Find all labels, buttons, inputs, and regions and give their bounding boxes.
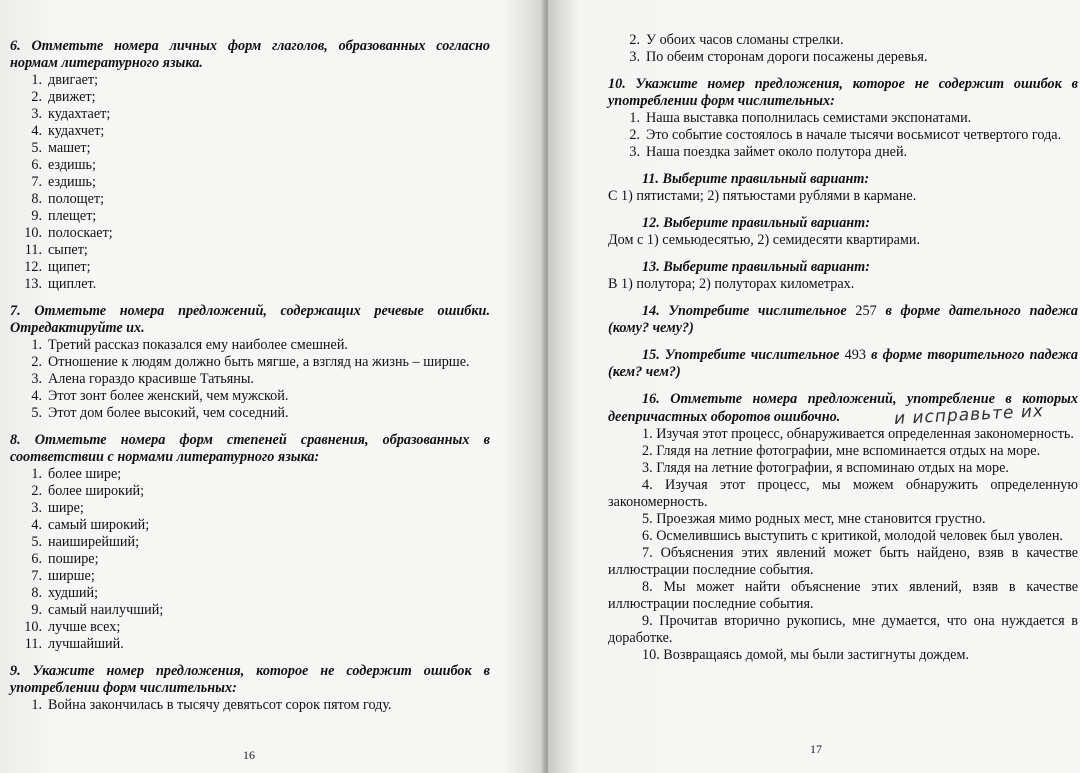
list-item-text: худший;	[48, 585, 99, 601]
question-16-prompt-wrap	[608, 391, 1078, 430]
list-item-text: Третий рассказ показался ему наиболее смешней.	[48, 337, 348, 353]
sentence-item: 5. Проезжая мимо родных мест, мне становится грустно.	[642, 511, 986, 527]
list-item	[10, 276, 490, 293]
list-item-text: ездишь;	[48, 174, 96, 190]
list-item-number: 4.	[31, 123, 42, 139]
sentence-item: 3. Глядя на летние фотографии, я вспоминаю отдых на море.	[642, 460, 1009, 476]
list-item-text: пошире;	[48, 551, 99, 567]
list-item-text: полощет;	[48, 191, 105, 207]
list-item-number: 8.	[31, 191, 42, 207]
question-7	[10, 303, 490, 422]
list-item-text: лучшайший.	[48, 636, 124, 652]
list-item-text: полоскает;	[48, 225, 113, 241]
list-item	[608, 110, 1078, 127]
list-item-number: 2.	[629, 127, 640, 143]
question-14-tail: в форме дательного падежа (кому? чему?)	[608, 303, 1079, 336]
list-item-number: 5.	[31, 140, 42, 156]
list-item	[10, 354, 490, 371]
list-item-number: 11.	[24, 636, 42, 652]
list-item	[10, 534, 490, 551]
question-14-lead: 14. Употребите числительное	[642, 303, 847, 319]
question-9-prompt: 9. Укажите номер предложения, которое не содержит ошибок в употреблении форм числительных:	[10, 663, 490, 696]
list-item-text: машет;	[48, 140, 91, 156]
list-item-number: 3.	[31, 371, 42, 387]
sentence-item: 2. Глядя на летние фотографии, мне вспоминается отдых на море.	[642, 443, 1041, 459]
list-item	[10, 225, 490, 242]
list-item	[10, 106, 490, 123]
list-item	[10, 517, 490, 534]
sentence-item: 4. Изучая этот процесс, мы можем обнаружить определенную закономерность.	[608, 477, 1078, 510]
list-item-number: 3.	[629, 144, 640, 160]
list-item	[10, 337, 490, 354]
question-16-prompt: 16. Отметьте номера предложений, употребление в которых деепричастных оборотов ошибочно.	[608, 391, 1078, 425]
question-8-items	[10, 466, 490, 653]
list-item-text: самый широкий;	[48, 517, 150, 533]
list-item-number: 9.	[31, 602, 42, 618]
question-6-items	[10, 72, 490, 293]
right-page	[548, 0, 1080, 773]
list-item-text: По обеим сторонам дороги посажены деревья.	[646, 49, 928, 65]
list-item-number: 9.	[31, 208, 42, 224]
list-item	[10, 259, 490, 276]
question-8-prompt: 8. Отметьте номера форм степеней сравнения, образованных в соответствии с нормами литературного языка:	[10, 432, 490, 465]
sentence-item: 1. Изучая этот процесс, обнаруживается определенная закономерность.	[642, 426, 1074, 442]
list-item-number: 3.	[629, 49, 640, 65]
question-8	[10, 432, 490, 653]
list-item	[10, 602, 490, 619]
question-13-answer: В 1) полутора; 2) полуторах километрах.	[608, 276, 855, 292]
sentence-item: 10. Возвращаясь домой, мы были застигнуты дождем.	[642, 647, 969, 663]
list-item-number: 1.	[31, 337, 42, 353]
question-7-items	[10, 337, 490, 422]
list-item	[608, 127, 1078, 144]
list-item	[608, 144, 1078, 161]
question-12-prompt: 12. Выберите правильный вариант:	[642, 215, 870, 231]
question-16	[608, 391, 1078, 664]
question-15-tail: в форме творительного падежа (кем? чем?)	[608, 347, 1079, 380]
list-item-text: двигает;	[48, 72, 99, 88]
list-item-number: 1.	[31, 466, 42, 482]
question-16-items	[608, 426, 1078, 664]
question-6	[10, 38, 490, 293]
sentence-item: 8. Мы может найти объяснение этих явлений, взяв в качестве иллюстрации последние события.	[608, 579, 1078, 612]
list-item-number: 2.	[629, 32, 640, 48]
list-item	[10, 123, 490, 140]
list-item	[10, 585, 490, 602]
question-10-prompt: 10. Укажите номер предложения, которое не содержит ошибок в употреблении форм числительных:	[608, 76, 1078, 109]
list-item-text: шире;	[48, 500, 84, 516]
list-item-text: самый наилучший;	[48, 602, 164, 618]
left-page-number: 16	[243, 748, 255, 762]
question-6-prompt: 6. Отметьте номера личных форм глаголов, образованных согласно нормам литературного языка.	[10, 38, 490, 71]
list-item-text: плещет;	[48, 208, 97, 224]
right-page-content	[608, 32, 1078, 674]
list-item-text: Этот дом более высокий, чем соседний.	[48, 405, 289, 421]
list-item	[10, 371, 490, 388]
list-item-number: 10.	[24, 619, 42, 635]
list-item-text: Наша поездка займет около полутора дней.	[646, 144, 908, 160]
list-item-number: 5.	[31, 405, 42, 421]
question-7-prompt: 7. Отметьте номера предложений, содержащих речевые ошибки. Отредактируйте их.	[10, 303, 490, 336]
list-item-number: 1.	[31, 72, 42, 88]
list-item-text: щипет;	[48, 259, 91, 275]
question-14-number: 257	[855, 303, 877, 319]
list-item-text: ширше;	[48, 568, 95, 584]
list-item	[10, 568, 490, 585]
list-item-text: кудахчет;	[48, 123, 105, 139]
list-item	[10, 636, 490, 653]
list-item-number: 5.	[31, 534, 42, 550]
list-item-number: 8.	[31, 585, 42, 601]
list-item-number: 7.	[31, 568, 42, 584]
list-item-text: щиплет.	[48, 276, 97, 292]
question-11	[608, 171, 1078, 205]
sentence-item: 6. Осмелившись выступить с критикой, молодой человек был уволен.	[642, 528, 1063, 544]
question-13	[608, 259, 1078, 293]
question-10	[608, 76, 1078, 161]
list-item-text: У обоих часов сломаны стрелки.	[646, 32, 844, 48]
handwritten-note: и исправьте их	[893, 401, 1045, 430]
right-page-number: 17	[810, 742, 822, 756]
list-item-number: 10.	[24, 225, 42, 241]
list-item-text: кудахтает;	[48, 106, 111, 122]
question-15	[608, 347, 1078, 381]
question-12	[608, 215, 1078, 249]
list-item-text: более широкий;	[48, 483, 145, 499]
list-item	[608, 49, 1078, 66]
list-item-text: Этот зонт более женский, чем мужской.	[48, 388, 289, 404]
list-item-number: 2.	[31, 354, 42, 370]
list-item-text: Это событие состоялось в начале тысячи восьмисот четвертого года.	[646, 127, 1062, 143]
list-item-number: 3.	[31, 500, 42, 516]
list-item	[10, 619, 490, 636]
list-item	[10, 388, 490, 405]
list-item	[10, 697, 490, 714]
question-13-prompt: 13. Выберите правильный вариант:	[642, 259, 870, 275]
question-9-continued	[608, 32, 1078, 66]
question-11-answer: С 1) пятистами; 2) пятьюстами рублями в кармане.	[608, 188, 917, 204]
list-item-text: движет;	[48, 89, 96, 105]
question-15-lead: 15. Употребите числительное	[642, 347, 840, 363]
question-12-answer: Дом с 1) семьюдесятью, 2) семидесяти квартирами.	[608, 232, 921, 248]
list-item	[10, 89, 490, 106]
list-item-number: 6.	[31, 551, 42, 567]
list-item	[10, 208, 490, 225]
list-item-number: 4.	[31, 517, 42, 533]
list-item	[608, 32, 1078, 49]
list-item-number: 6.	[31, 157, 42, 173]
list-item-number: 2.	[31, 483, 42, 499]
list-item	[10, 483, 490, 500]
list-item	[10, 500, 490, 517]
question-11-prompt: 11. Выберите правильный вариант:	[642, 171, 870, 187]
list-item-text: Война закончилась в тысячу девятьсот сорок пятом году.	[48, 697, 392, 713]
list-item-number: 7.	[31, 174, 42, 190]
list-item-number: 13.	[24, 276, 42, 292]
question-10-items	[608, 110, 1078, 161]
list-item	[10, 405, 490, 422]
list-item	[10, 72, 490, 89]
list-item-number: 12.	[24, 259, 42, 275]
list-item-number: 2.	[31, 89, 42, 105]
list-item-text: Наша выставка пополнилась семистами экспонатами.	[646, 110, 972, 126]
list-item	[10, 551, 490, 568]
list-item	[10, 140, 490, 157]
sentence-item: 9. Прочитав вторично рукопись, мне думается, что она нуждается в доработке.	[608, 613, 1078, 646]
list-item	[10, 191, 490, 208]
list-item-text: Алена гораздо красивше Татьяны.	[48, 371, 254, 387]
list-item-text: Отношение к людям должно быть мягше, а взгляд на жизнь – ширше.	[48, 354, 470, 370]
list-item	[10, 242, 490, 259]
sentence-item: 7. Объяснения этих явлений может быть найдено, взяв в качестве иллюстрации последние события.	[608, 545, 1078, 578]
list-item	[10, 466, 490, 483]
list-item-text: лучше всех;	[48, 619, 121, 635]
question-9	[10, 663, 490, 714]
list-item-text: более шире;	[48, 466, 122, 482]
list-item-number: 11.	[24, 242, 42, 258]
question-9-items	[10, 697, 490, 714]
list-item	[10, 157, 490, 174]
list-item-number: 1.	[629, 110, 640, 126]
list-item-number: 4.	[31, 388, 42, 404]
list-item-text: наиширейший;	[48, 534, 140, 550]
question-14	[608, 303, 1078, 337]
list-item-text: ездишь;	[48, 157, 96, 173]
question-15-number: 493	[844, 347, 866, 363]
list-item-text: сыпет;	[48, 242, 88, 258]
left-page-content	[10, 38, 490, 724]
list-item-number: 3.	[31, 106, 42, 122]
question-9-continued-items	[608, 32, 1078, 66]
list-item-number: 1.	[31, 697, 42, 713]
list-item	[10, 174, 490, 191]
